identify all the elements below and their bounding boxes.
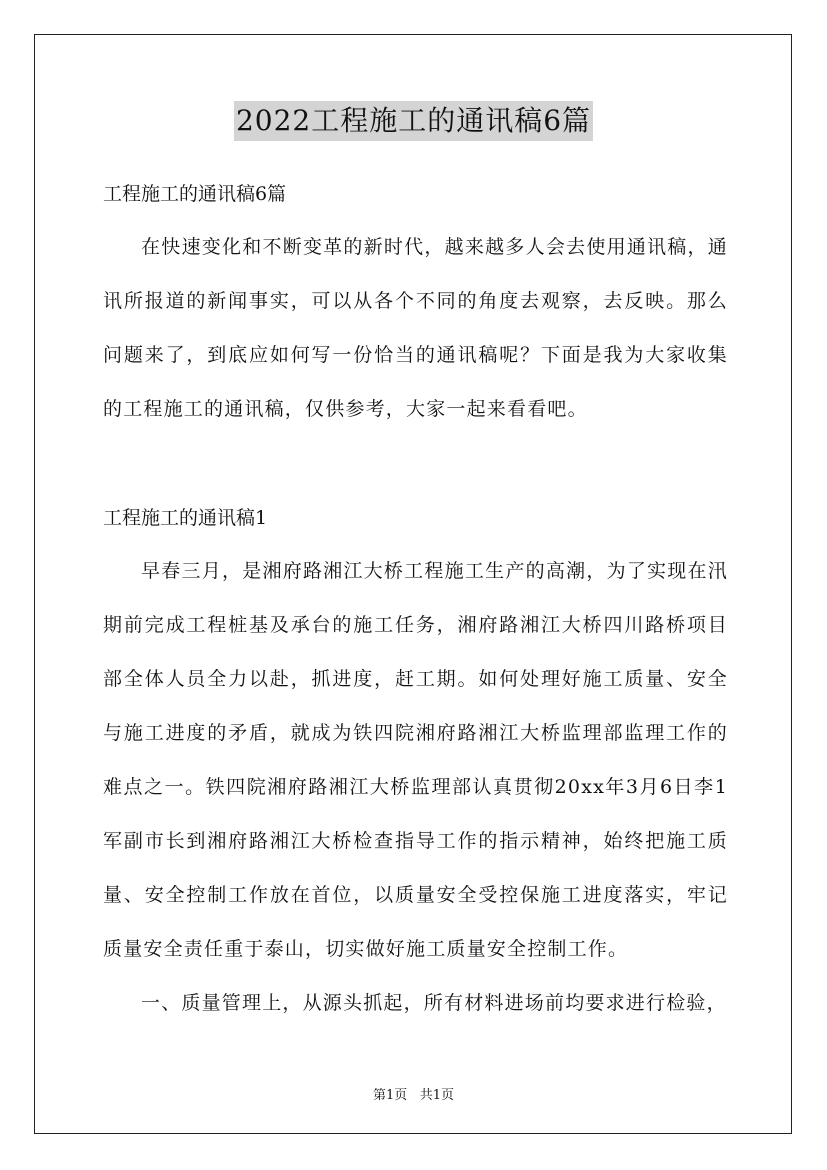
page-total: 共1页 [419,1088,454,1103]
section-paragraph-2: 一、质量管理上，从源头抓起，所有材料进场前均要求进行检验， [141,992,727,1014]
section-heading: 工程施工的通讯稿1 [103,507,268,529]
section-paragraph: 早春三月，是湘府路湘江大桥工程施工生产的高潮，为了实现在汛期前完成工程桩基及承台的施工任务，湘府路湘江大桥四川路桥项目部全体人员全力以赴，抓进度，赶工期。如何处理好施工质量、安全与施工进度的矛盾，就成为铁四院湘府路湘江大桥监理部监理工作的难点之一。铁四院湘府路湘江大桥监理部认真贯彻20xx年3月6日李1军副市长到湘府路湘江大桥检查指导工作的指示精神，始终把施工质量、安全控制工作放在首位，以质量安全受控保施工进度落实，牢记质量安全责任重于泰山，切实做好施工质量安全控制工作。 [103,560,728,960]
document-body [103,168,728,1030]
title-container [0,101,827,141]
page-number: 第1页 [373,1088,408,1103]
intro-paragraph: 在快速变化和不断变革的新时代，越来越多人会去使用通讯稿，通讯所报道的新闻事实，可以从各个不同的角度去观察，去反映。那么问题来了，到底应如何写一份恰当的通讯稿呢？下面是我为大家收集的工程施工的通讯稿，仅供参考，大家一起来看看吧。 [103,236,728,420]
document-title: 2022工程施工的通讯稿6篇 [234,101,593,141]
subtitle: 工程施工的通讯稿6篇 [103,183,287,205]
page-footer [0,1084,827,1103]
paragraph-gap [103,436,728,492]
